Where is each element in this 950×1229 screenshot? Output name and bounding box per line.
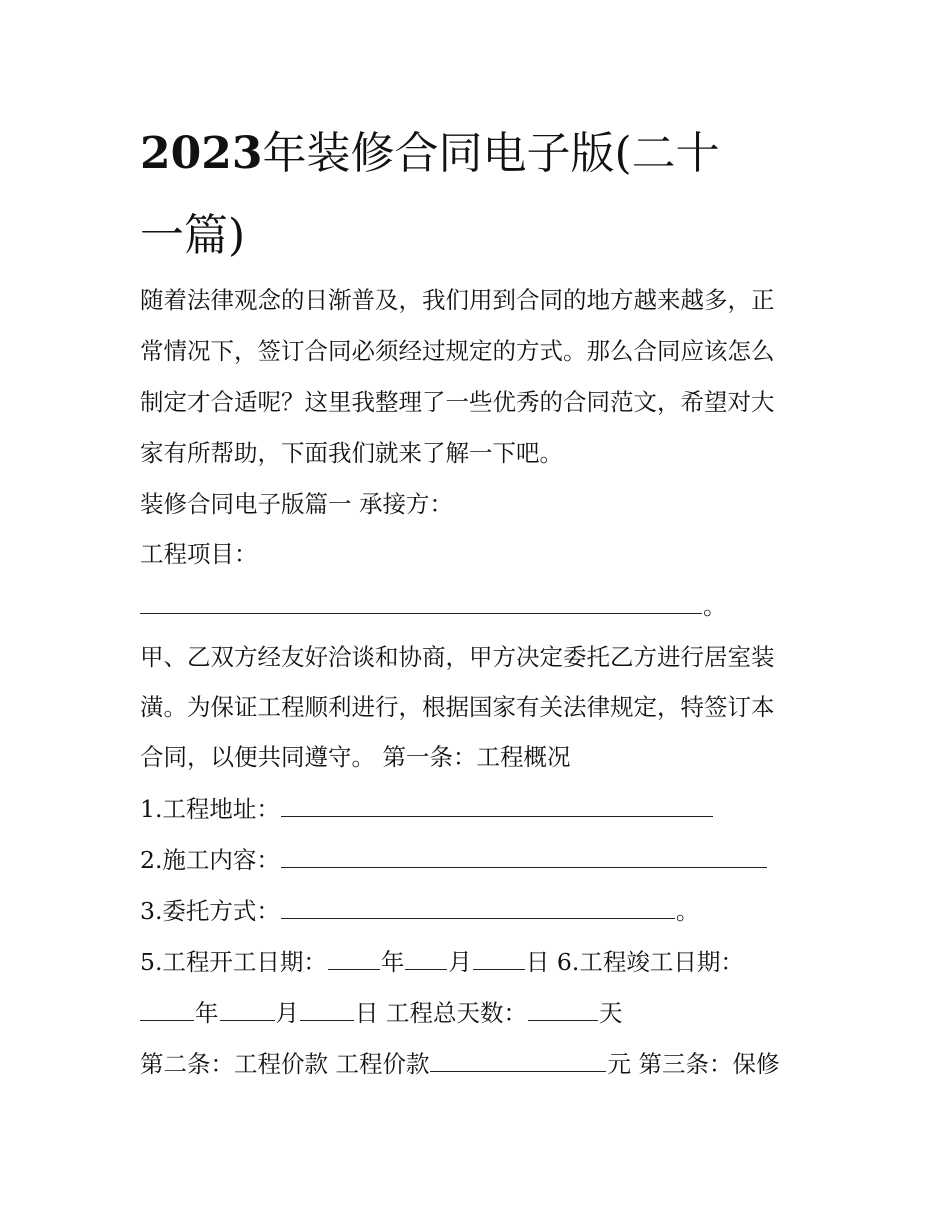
end-day-unit: 日 bbox=[355, 999, 379, 1027]
end-month-blank[interactable] bbox=[220, 996, 275, 1021]
project-period: 。 bbox=[703, 592, 727, 620]
end-year-unit: 年 bbox=[195, 999, 219, 1027]
intro-line-4: 家有所帮助，下面我们就来了解一下吧。 bbox=[140, 439, 563, 467]
total-days-unit: 天 bbox=[598, 999, 623, 1027]
start-month-unit: 月 bbox=[448, 948, 472, 976]
start-day-blank[interactable] bbox=[473, 945, 525, 970]
project-blank-line bbox=[140, 589, 727, 622]
dates-line-1 bbox=[140, 945, 744, 978]
start-year-unit: 年 bbox=[380, 948, 405, 976]
end-year-blank[interactable] bbox=[140, 996, 194, 1021]
title-year: 2023 bbox=[140, 128, 263, 179]
agreement-line-3: 合同，以便共同遵守。 第一条：工程概况 bbox=[140, 743, 571, 771]
dates-line-2 bbox=[140, 996, 622, 1029]
end-day-blank[interactable] bbox=[300, 996, 354, 1021]
total-days-blank[interactable] bbox=[528, 996, 598, 1021]
content-label: 2.施工内容： bbox=[140, 846, 280, 874]
content-blank[interactable] bbox=[281, 843, 767, 868]
intro-line-1: 随着法律观念的日渐普及，我们用到合同的地方越来越多，正 bbox=[140, 286, 775, 314]
content-field bbox=[140, 843, 768, 876]
end-date-label: 6.工程竣工日期： bbox=[549, 948, 744, 976]
price-blank[interactable] bbox=[430, 1047, 606, 1072]
project-blank[interactable] bbox=[140, 589, 702, 614]
agreement-line-2: 潢。为保证工程顺利进行，根据国家有关法律规定，特签订本 bbox=[140, 693, 775, 721]
method-period: 。 bbox=[675, 897, 700, 925]
start-month-blank[interactable] bbox=[405, 945, 447, 970]
start-date-label: 5.工程开工日期： bbox=[140, 948, 327, 976]
start-year-blank[interactable] bbox=[328, 945, 380, 970]
method-blank[interactable] bbox=[281, 894, 675, 919]
intro-line-2: 常情况下，签订合同必须经过规定的方式。那么合同应该怎么 bbox=[140, 337, 775, 365]
method-field bbox=[140, 894, 699, 927]
document-title bbox=[140, 113, 812, 277]
end-month-unit: 月 bbox=[275, 999, 299, 1027]
address-label: 1.工程地址： bbox=[140, 795, 280, 823]
title-line2: 一篇) bbox=[140, 210, 246, 261]
address-field bbox=[140, 792, 714, 825]
start-day-unit: 日 bbox=[525, 948, 550, 976]
title-line1-rest: 年装修合同电子版(二十 bbox=[262, 128, 720, 179]
price-unit: 元 第三条：保修 bbox=[607, 1050, 780, 1078]
section-heading: 装修合同电子版篇一 承接方： bbox=[140, 490, 453, 518]
price-label: 第二条：工程价款 工程价款 bbox=[140, 1050, 430, 1078]
intro-line-3: 制定才合适呢？这里我整理了一些优秀的合同范文，希望对大 bbox=[140, 388, 775, 416]
method-label: 3.委托方式： bbox=[140, 897, 280, 925]
price-line bbox=[140, 1047, 779, 1080]
address-blank[interactable] bbox=[281, 792, 713, 817]
total-days-label: 工程总天数： bbox=[378, 999, 527, 1027]
agreement-line-1: 甲、乙双方经友好洽谈和协商，甲方决定委托乙方进行居室装 bbox=[140, 643, 775, 671]
project-label: 工程项目： bbox=[140, 540, 258, 568]
